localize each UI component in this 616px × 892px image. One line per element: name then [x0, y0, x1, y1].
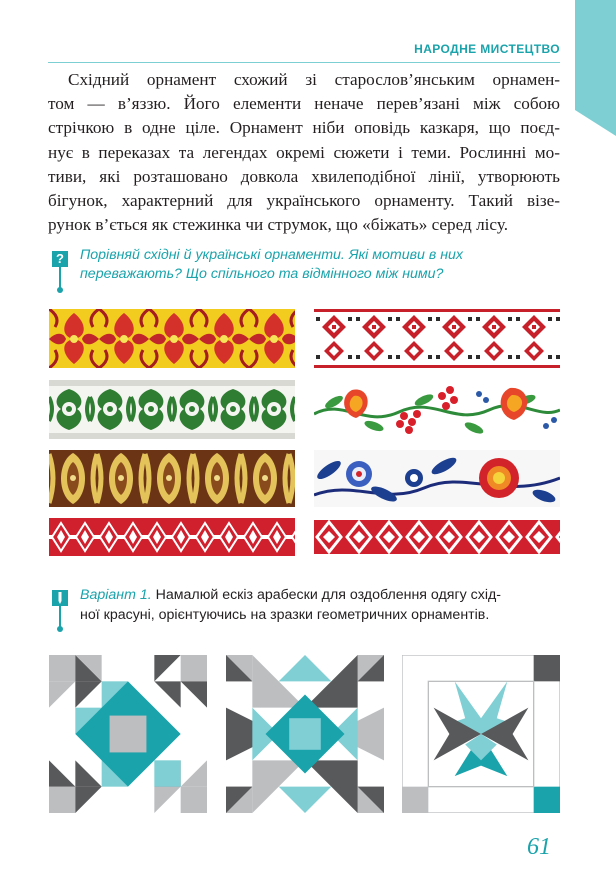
ornament-eastern-red-geometric — [49, 518, 295, 556]
task-marker-dot — [57, 626, 63, 632]
geometric-pattern-2 — [226, 655, 384, 813]
ornament-ukrainian-flower-painting — [314, 450, 560, 507]
question-marker-line — [59, 267, 61, 289]
task-variant-label: Варіант 1. — [80, 587, 152, 603]
body-paragraph — [48, 68, 560, 237]
page-header — [48, 40, 560, 63]
paragraph-line: том — в’яззю. Його елементи неначе перев’язані між собою — [48, 94, 560, 114]
task-line: ної красуні, орієнтуючись на зразки геометричних орнаментів. — [80, 606, 490, 623]
task-line — [80, 586, 560, 606]
geometric-pattern-3 — [402, 655, 560, 813]
paragraph-line: рунок в’ється як стежинка чи струмок, що «біжать» серед лісу. — [48, 215, 509, 235]
section-title: НАРОДНЕ МИСТЕЦТВО — [414, 42, 560, 56]
paragraph-line: Східний орнамент схожий зі старослов’янським орнамен- — [68, 70, 560, 89]
page-number: 61 — [527, 834, 551, 860]
ornament-eastern-yellow-red — [49, 309, 295, 368]
paragraph-line: бігунок, характерний для українського орнаменту. Такий візе- — [48, 191, 560, 211]
paragraph-line: стрічкою в одне ціле. Орнамент ніби оповідь казкаря, що поєд- — [48, 118, 560, 138]
question-icon: ? — [52, 251, 68, 267]
ornament-ukrainian-flowers-berries — [314, 380, 560, 439]
corner-tab-decoration — [575, 0, 616, 136]
geometric-pattern-1 — [49, 655, 207, 813]
question-line: переважають? Що спільного та відмінного між ними? — [80, 266, 444, 282]
task-text — [80, 586, 560, 625]
paragraph-line: тиви, які розташовано довкола хвилеподібної лінії, утворюють — [48, 166, 560, 186]
ornament-eastern-green-white — [49, 380, 295, 439]
ornament-eastern-gold-brown — [49, 450, 295, 507]
ornament-ukrainian-woven-band — [314, 518, 560, 556]
question-line: Порівняй східні й українські орнаменти. Які мотиви в них — [80, 247, 463, 263]
pencil-icon — [52, 590, 68, 606]
question-text — [80, 246, 560, 284]
question-marker-dot — [57, 287, 63, 293]
task-marker-line — [59, 606, 61, 628]
paragraph-line: нує в переказах та легендах окремі сюжети і теми. Рослинні мо- — [48, 142, 560, 162]
ornament-ukrainian-cross-stitch — [314, 309, 560, 368]
task-line-text: Намалюй ескіз арабески для оздоблення одягу схід- — [151, 587, 501, 603]
